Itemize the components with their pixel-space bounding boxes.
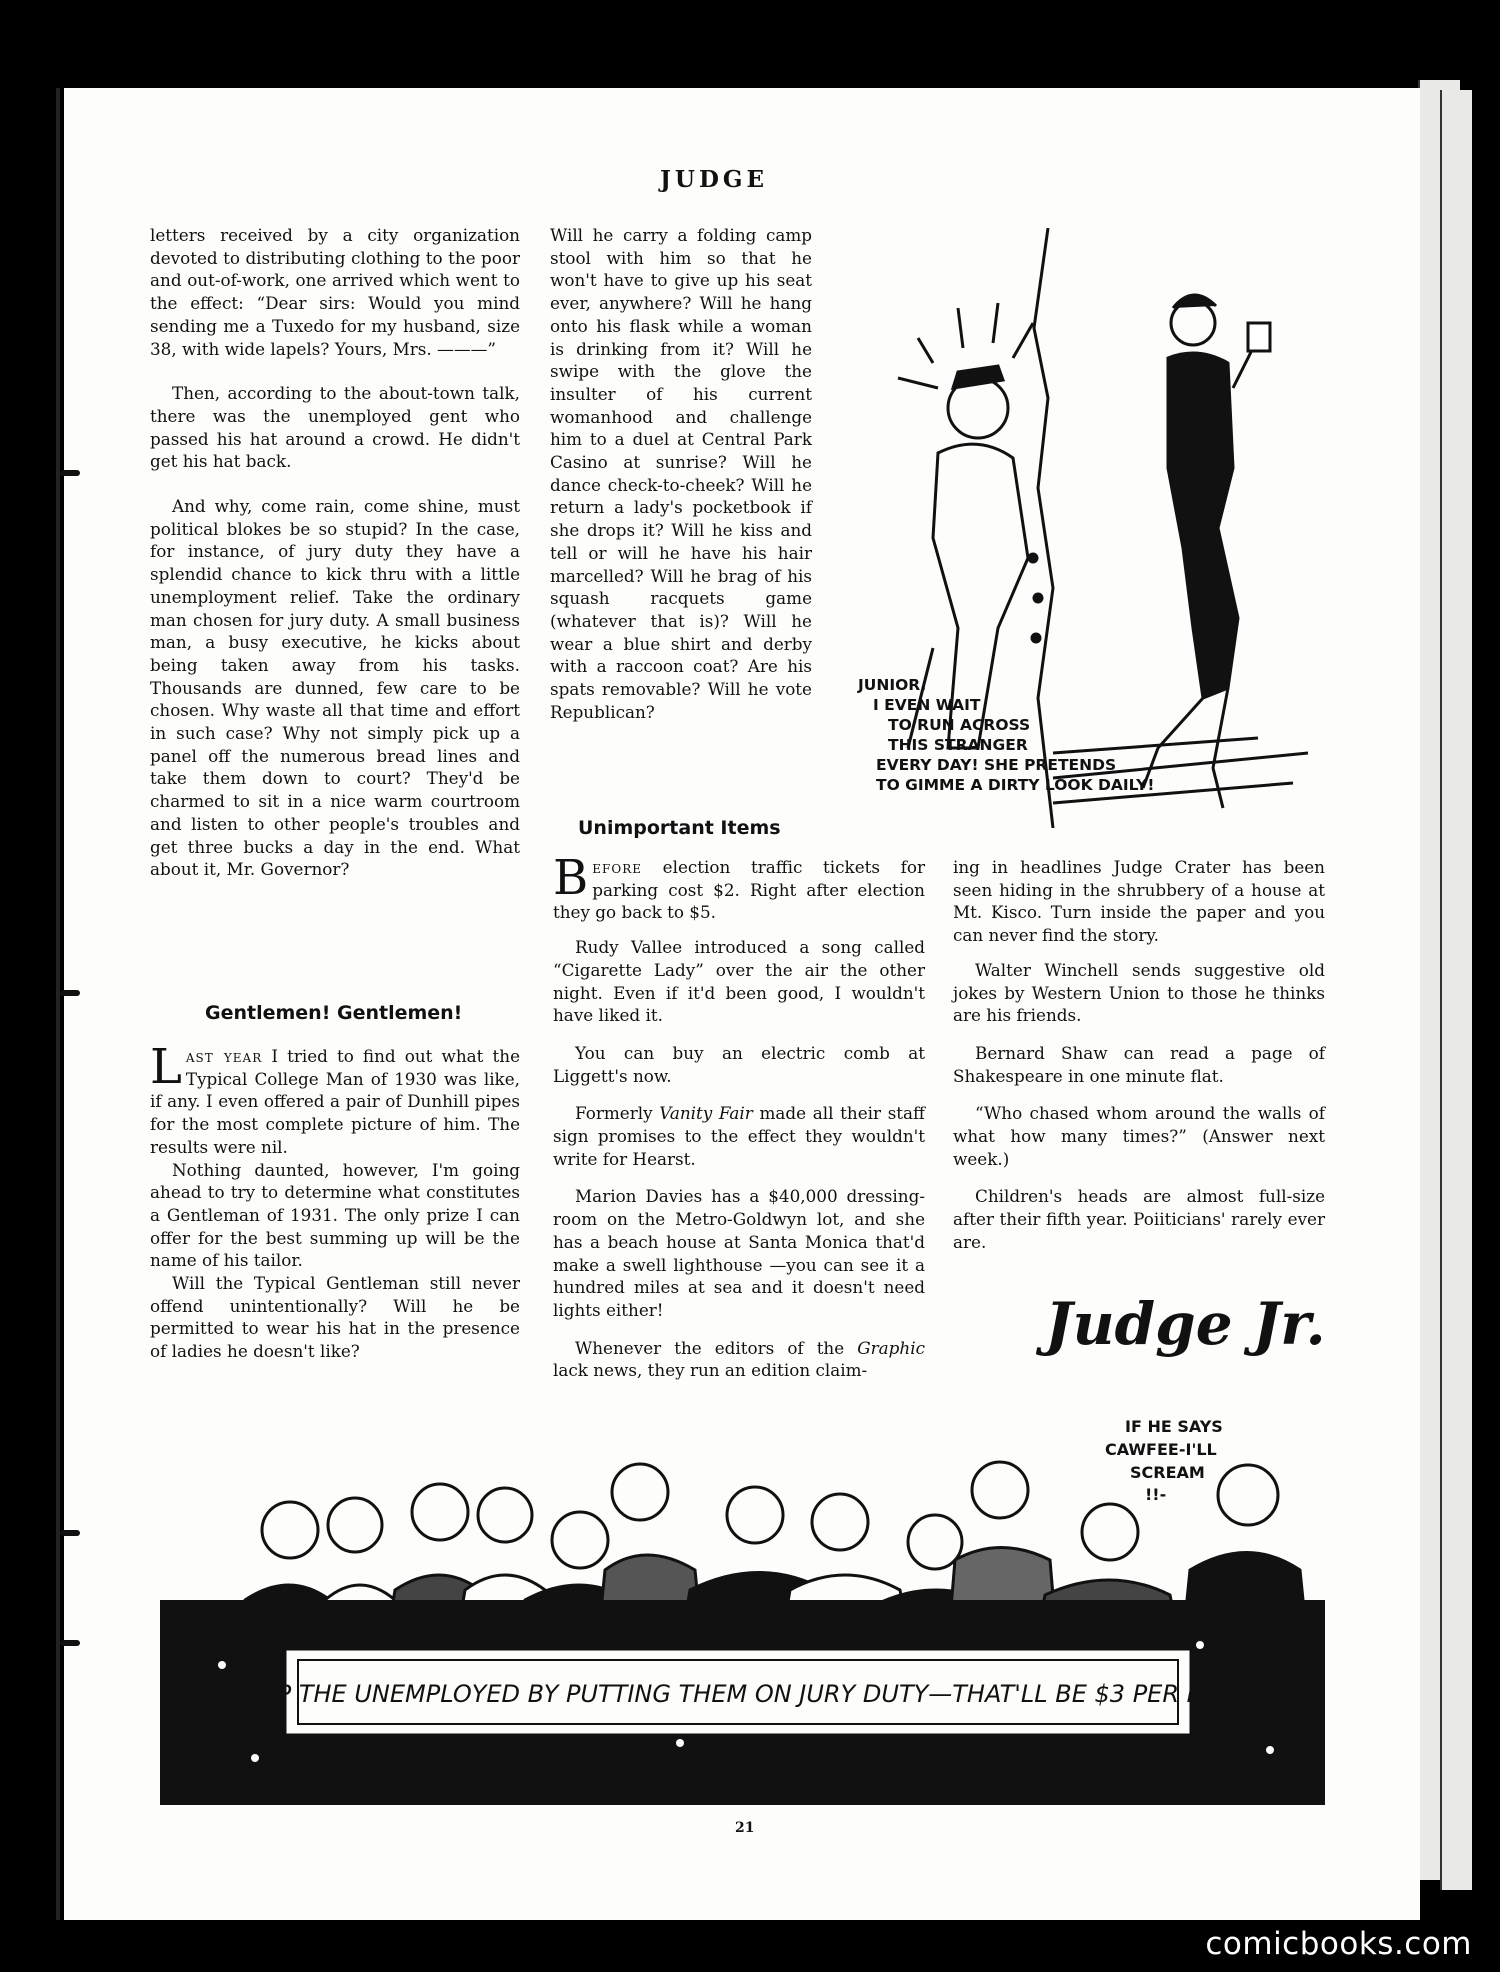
paragraph: letters received by a city organization devoted to distributing clothing to the poor and out-of-work, one arrived which went to the effect: “Dear sirs: Would you mind sending me a Tuxedo for my husband, size 38, with wide lapels? Yours, Mrs. ———” <box>150 225 520 359</box>
item-text: Marion Davies has a $40,000 dressing-room on the Metro-Goldwyn lot, and she has a beach house at Santa Monica that'd make a swell lighthouse —you can see it a hundred miles at sea and it doesn't need lights either! <box>553 1186 925 1320</box>
caption-line: TO GIMME A DIRTY LOOK DAILY! <box>876 776 1155 794</box>
binding-stitch <box>60 1640 80 1646</box>
item-text: Walter Winchell sends suggestive old jokes by Western Union to those he thinks are his friends. <box>953 959 1325 1026</box>
paragraph: Will the Typical Gentleman still never offend unintentionally? Will he be permitted to wear his hat in the presence of ladies he doesn't like? <box>150 1273 520 1362</box>
column-left <box>150 224 520 896</box>
caption-line: TO RUN ACROSS <box>888 716 1031 734</box>
column-right <box>953 856 1325 1269</box>
item-text: made all their staff sign promises to the effect they wouldn't write for Hearst. <box>553 1103 925 1169</box>
lead-in: ast year <box>185 1046 263 1066</box>
speech-line: !!- <box>1145 1485 1167 1504</box>
signature: Judge Jr. <box>1045 1290 1326 1358</box>
page-edge <box>1440 90 1472 1890</box>
item-text: Formerly <box>575 1103 653 1124</box>
publication-title: Vanity Fair <box>659 1103 753 1124</box>
speech-line: SCREAM <box>1130 1463 1205 1482</box>
unimportant-items <box>553 850 925 1397</box>
page-number: 21 <box>735 1820 755 1836</box>
binding-stitch <box>60 990 80 996</box>
jury-box-cartoon <box>160 1420 1335 1820</box>
paragraph: I tried to find out what the Typical College Man of 1930 was like, if any. I even offered a pair of Dunhill pipes for the most complete picture of him. The results were nil. <box>150 1046 521 1157</box>
paragraph: Nothing daunted, however, I'm going ahead to try to determine what constitutes a Gentleman of 1931. The only prize I can offer for the best summing up will be the name of his tailor. <box>150 1159 520 1271</box>
caption-line: THIS STRANGER <box>888 736 1028 754</box>
paragraph: Then, according to the about-town talk, there was the unemployed gent who passed his hat around a crowd. He didn't get his hat back. <box>150 383 520 472</box>
item-text: ing in headlines Judge Crater has been seen hiding in the shrubbery of a house at Mt. Kisco. Turn inside the paper and you can never find the story. <box>953 857 1325 946</box>
article-gentlemen <box>150 1039 521 1378</box>
item-text: You can buy an electric comb at Liggett's now. <box>553 1042 925 1086</box>
cartoon-illustration <box>838 228 1328 828</box>
section-heading: Unimportant Items <box>578 817 781 839</box>
caption-line: EVERY DAY! SHE PRETENDS <box>876 756 1117 774</box>
lead-in: efore <box>592 857 642 877</box>
item-text: Children's heads are almost full-size after their fifth year. Poiiticians' rarely ever are. <box>953 1186 1325 1252</box>
watermark: comicbooks.com <box>1205 1926 1472 1962</box>
item-text: election traffic tickets for parking cost $2. Right after election they go back to $5. <box>553 857 925 923</box>
binding-stitch <box>60 1530 80 1536</box>
publication-title: Graphic <box>857 1337 925 1358</box>
caption-line: JUNIOR, <box>858 676 927 694</box>
running-title: JUDGE <box>660 166 769 193</box>
drop-cap: L <box>150 1039 182 1095</box>
item-text: Whenever the editors of the <box>575 1337 845 1358</box>
column-middle <box>550 224 812 745</box>
paragraph: And why, come rain, come shine, must political blokes be so stupid? In the case, for instance, of jury duty they have a splendid chance to kick thru with a little unemployment relief. Take the ordinary man chosen for jury duty. A small business man, a busy executive, he kicks about being taken away from his tasks. Thousands are dunned, few care to be chosen. Why waste all that time and effort in such case? Why not simply pick up a panel off the numerous bread lines and take them down to court? They'd be charmed to sit in a nice warm courtroom and listen to other people's troubles and get three bucks a day in the end. What about it, Mr. Governor? <box>150 496 520 880</box>
binding-edge <box>56 88 60 1920</box>
item-text: Rudy Vallee introduced a song called “Cigarette Lady” over the air the other night. Even if it'd been good, I wouldn't have liked it. <box>553 937 925 1026</box>
item-text: lack news, they run an edition claim- <box>553 1360 868 1381</box>
item-text: “Who chased whom around the walls of what how many times?” (Answer next week.) <box>953 1103 1325 1169</box>
speech-line: IF HE SAYS <box>1125 1420 1223 1436</box>
banner-caption: HELP THE UNEMPLOYED BY PUTTING THEM ON JURY DUTY—THAT'LL BE $3 PER DAY! <box>230 1680 1246 1708</box>
item-text: Bernard Shaw can read a page of Shakespeare in one minute flat. <box>953 1042 1325 1086</box>
binding-stitch <box>60 470 80 476</box>
speech-line: CAWFEE-I'LL <box>1105 1440 1217 1459</box>
drop-cap: B <box>553 850 589 906</box>
paragraph: Will he carry a folding camp stool with him so that he won't have to give up his seat ever, anywhere? Will he hang onto his flask while a woman is drinking from it? Will he swipe with the glove the insulter of his current womanhood and challenge him to a duel at Central Park Casino at sunrise? Will he dance check-to-cheek? Will he return a lady's pocketbook if she drops it? Will he kiss and tell or will he have his hair marcelled? Will he brag of his squash racquets game (whatever that is)? Will he wear a blue shirt and derby with a raccoon coat? Are his spats removable? Will he vote Republican? <box>550 225 812 722</box>
section-heading: Gentlemen! Gentlemen! <box>205 1002 463 1024</box>
caption-line: I EVEN WAIT <box>873 696 981 714</box>
